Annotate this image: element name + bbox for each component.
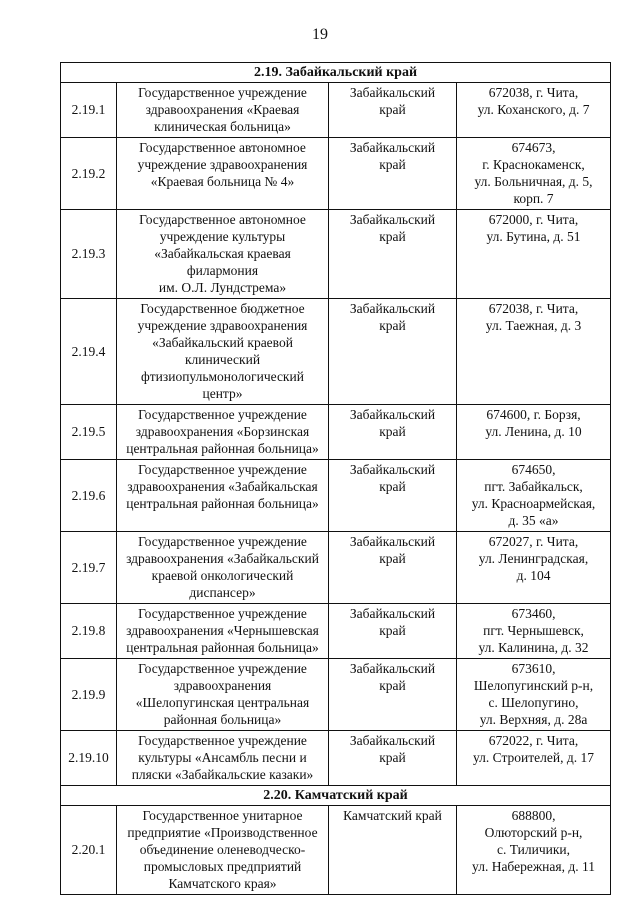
address-line: ул. Калинина, д. 32 — [478, 640, 589, 655]
table-row — [61, 138, 611, 210]
region-cell — [329, 532, 457, 604]
row-number: 2.20.1 — [61, 806, 117, 895]
section-header-row — [61, 63, 611, 83]
address-line: 673460, — [511, 606, 556, 621]
address-line: 673610, — [511, 661, 556, 676]
org-name-line: Государственное учреждение — [138, 407, 307, 422]
region-line: Забайкальский — [349, 301, 436, 316]
row-number: 2.19.1 — [61, 83, 117, 138]
table-row — [61, 210, 611, 299]
org-name-line: объединение оленеводческо- — [139, 842, 306, 857]
region-line: Забайкальский — [349, 462, 436, 477]
address-line: 688800, — [511, 808, 556, 823]
org-name-line: Государственное автономное — [139, 140, 306, 155]
org-name-line: здравоохранения — [173, 678, 272, 693]
address-line: ул. Коханского, д. 7 — [477, 102, 590, 117]
org-name-line: учреждение здравоохранения — [137, 157, 308, 172]
address-line: пгт. Чернышевск, — [483, 623, 584, 638]
org-name-line: «Краевая больница № 4» — [150, 174, 295, 189]
address-cell — [457, 299, 611, 405]
org-name-cell — [117, 405, 329, 460]
section-title: 2.20. Камчатский край — [61, 786, 611, 806]
region-cell — [329, 210, 457, 299]
table-row — [61, 731, 611, 786]
region-line: край — [379, 229, 406, 244]
row-number: 2.19.4 — [61, 299, 117, 405]
org-name-line: промысловых предприятий — [143, 859, 302, 874]
org-name-line: краевой онкологический — [151, 568, 294, 583]
row-number: 2.19.9 — [61, 659, 117, 731]
address-line: Олюторский р-н, — [484, 825, 583, 840]
address-line: д. 35 «а» — [508, 513, 559, 528]
address-line: 672038, г. Чита, — [488, 85, 579, 100]
table-row — [61, 532, 611, 604]
address-cell — [457, 138, 611, 210]
table-row — [61, 460, 611, 532]
address-line: ул. Больничная, д. 5, — [474, 174, 593, 189]
address-line: ул. Таежная, д. 3 — [485, 318, 582, 333]
org-name-line: центральная районная больница» — [126, 441, 319, 456]
region-cell — [329, 659, 457, 731]
org-name-line: центр» — [202, 386, 243, 401]
table-row — [61, 299, 611, 405]
address-line: Шелопугинский р-н, — [473, 678, 594, 693]
address-cell — [457, 659, 611, 731]
table-row — [61, 659, 611, 731]
row-number: 2.19.5 — [61, 405, 117, 460]
org-name-cell — [117, 138, 329, 210]
org-name-line: фтизиопульмонологический — [141, 369, 304, 384]
org-name-line: центральная районная больница» — [126, 496, 319, 511]
address-cell — [457, 604, 611, 659]
address-cell — [457, 532, 611, 604]
region-line: край — [379, 750, 406, 765]
org-name-line: Государственное учреждение — [138, 661, 307, 676]
org-name-line: Государственное учреждение — [138, 85, 307, 100]
registry-table-body — [61, 63, 611, 895]
address-line: 672000, г. Чита, — [488, 212, 579, 227]
address-cell — [457, 731, 611, 786]
address-line: 672038, г. Чита, — [488, 301, 579, 316]
address-line: с. Тиличики, — [497, 842, 571, 857]
address-line: с. Шелопугино, — [488, 695, 579, 710]
address-cell — [457, 405, 611, 460]
org-name-line: здравоохранения «Чернышевская — [126, 623, 319, 638]
org-name-line: здравоохранения «Забайкальский — [126, 551, 319, 566]
org-name-line: здравоохранения «Забайкальская — [127, 479, 318, 494]
address-cell — [457, 460, 611, 532]
org-name-line: Камчатского края» — [168, 876, 277, 891]
org-name-line: диспансер» — [189, 585, 256, 600]
org-name-line: здравоохранения «Краевая — [145, 102, 300, 117]
region-line: Забайкальский — [349, 534, 436, 549]
address-cell — [457, 806, 611, 895]
org-name-line: Государственное учреждение — [138, 733, 307, 748]
org-name-line: им. О.Л. Лундстрема» — [158, 280, 287, 295]
org-name-line: Государственное автономное — [139, 212, 306, 227]
address-line: г. Краснокаменск, — [482, 157, 585, 172]
address-line: ул. Ленинградская, — [478, 551, 589, 566]
region-line: край — [379, 157, 406, 172]
region-line: край — [379, 318, 406, 333]
org-name-line: предприятие «Производственное — [127, 825, 318, 840]
org-name-line: клинический — [184, 352, 261, 367]
org-name-cell — [117, 604, 329, 659]
region-line: Забайкальский — [349, 606, 436, 621]
org-name-line: здравоохранения «Борзинская — [135, 424, 310, 439]
org-name-cell — [117, 806, 329, 895]
address-line: ул. Красноармейская, — [471, 496, 596, 511]
address-line: 674600, г. Борзя, — [486, 407, 581, 422]
address-cell — [457, 83, 611, 138]
address-line: ул. Строителей, д. 17 — [473, 750, 594, 765]
region-line: край — [379, 678, 406, 693]
address-line: 674673, — [511, 140, 556, 155]
region-line: Забайкальский — [349, 661, 436, 676]
org-name-line: клиническая больница» — [154, 119, 291, 134]
region-line: край — [379, 551, 406, 566]
address-line: 674650, — [511, 462, 556, 477]
address-line: ул. Верхняя, д. 28а — [479, 712, 588, 727]
region-line: Забайкальский — [349, 85, 436, 100]
org-name-cell — [117, 731, 329, 786]
row-number: 2.19.8 — [61, 604, 117, 659]
org-name-line: Государственное учреждение — [138, 534, 307, 549]
org-name-cell — [117, 210, 329, 299]
address-line: д. 104 — [516, 568, 551, 583]
region-cell — [329, 731, 457, 786]
org-name-line: «Забайкальская краевая — [154, 246, 291, 261]
org-name-line: учреждение культуры — [159, 229, 286, 244]
region-cell — [329, 83, 457, 138]
address-line: пгт. Забайкальск, — [484, 479, 583, 494]
address-line: корп. 7 — [513, 191, 554, 206]
region-line: край — [379, 479, 406, 494]
section-header-row — [61, 786, 611, 806]
address-line: 672027, г. Чита, — [488, 534, 579, 549]
row-number: 2.19.6 — [61, 460, 117, 532]
page-number: 19 — [312, 26, 328, 43]
table-row — [61, 806, 611, 895]
region-cell — [329, 405, 457, 460]
region-cell — [329, 138, 457, 210]
region-line: Забайкальский — [349, 733, 436, 748]
region-line: Камчатский край — [343, 808, 442, 823]
org-name-line: Государственное бюджетное — [140, 301, 305, 316]
org-name-line: «Забайкальский краевой — [152, 335, 293, 350]
row-number: 2.19.3 — [61, 210, 117, 299]
org-name-line: филармония — [186, 263, 259, 278]
org-name-cell — [117, 83, 329, 138]
address-line: 672022, г. Чита, — [488, 733, 579, 748]
table-row — [61, 405, 611, 460]
org-name-line: районная больница» — [163, 712, 282, 727]
org-name-cell — [117, 460, 329, 532]
region-line: край — [379, 102, 406, 117]
org-name-cell — [117, 299, 329, 405]
address-line: ул. Набережная, д. 11 — [472, 859, 595, 874]
org-name-cell — [117, 532, 329, 604]
address-line: ул. Бутина, д. 51 — [486, 229, 581, 244]
registry-table — [60, 62, 611, 895]
org-name-line: учреждение здравоохранения — [137, 318, 308, 333]
region-line: край — [379, 623, 406, 638]
region-line: Забайкальский — [349, 407, 436, 422]
org-name-line: центральная районная больница» — [126, 640, 319, 655]
region-line: Забайкальский — [349, 140, 436, 155]
org-name-line: Государственное унитарное — [142, 808, 303, 823]
region-cell — [329, 299, 457, 405]
row-number: 2.19.10 — [61, 731, 117, 786]
address-line: ул. Ленина, д. 10 — [485, 424, 582, 439]
org-name-cell — [117, 659, 329, 731]
org-name-line: Государственное учреждение — [138, 462, 307, 477]
address-cell — [457, 210, 611, 299]
row-number: 2.19.2 — [61, 138, 117, 210]
region-cell — [329, 460, 457, 532]
region-line: Забайкальский — [349, 212, 436, 227]
section-title: 2.19. Забайкальский край — [61, 63, 611, 83]
org-name-line: пляски «Забайкальские казаки» — [131, 767, 314, 782]
region-cell — [329, 806, 457, 895]
region-line: край — [379, 424, 406, 439]
region-cell — [329, 604, 457, 659]
org-name-line: Государственное учреждение — [138, 606, 307, 621]
table-row — [61, 604, 611, 659]
table-row — [61, 83, 611, 138]
org-name-line: культуры «Ансамбль песни и — [138, 750, 307, 765]
row-number: 2.19.7 — [61, 532, 117, 604]
org-name-line: «Шелопугинская центральная — [135, 695, 310, 710]
